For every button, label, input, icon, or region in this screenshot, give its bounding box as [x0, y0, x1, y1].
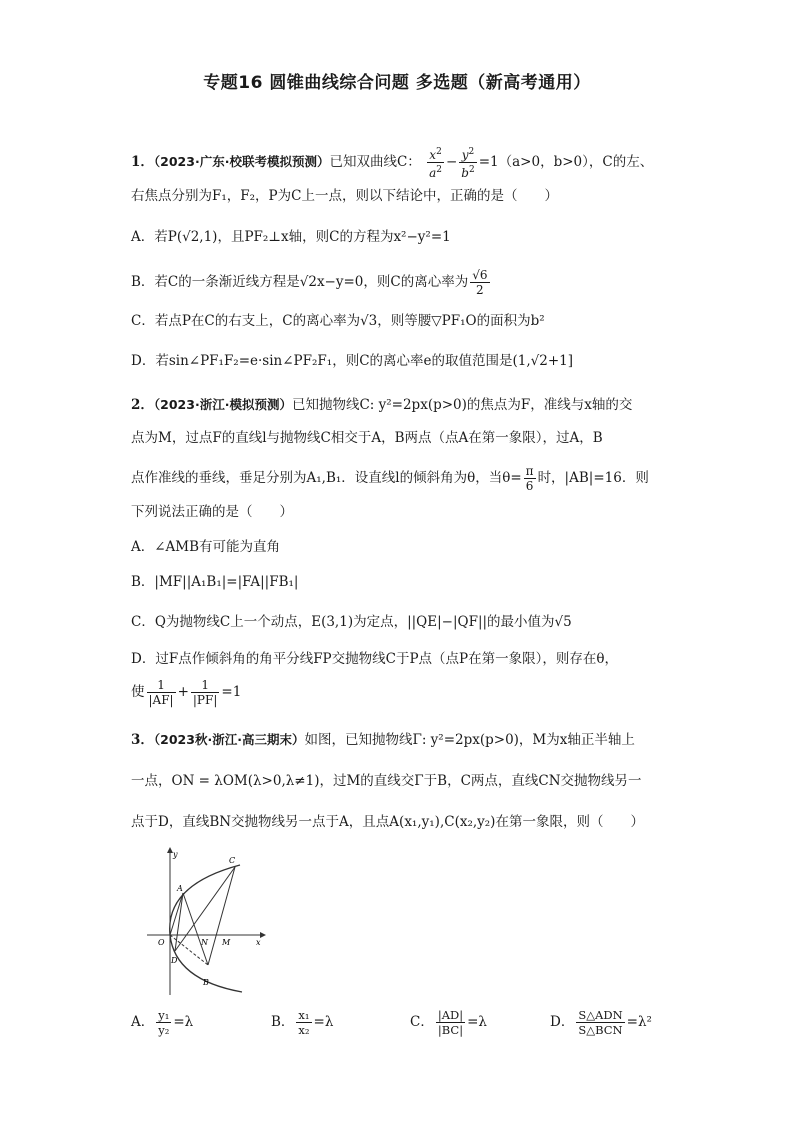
q3-b-label: B．	[271, 1014, 295, 1030]
q3-number: 3．	[131, 732, 154, 748]
q3-option-a	[131, 1008, 193, 1037]
q3-d-den: S△BCN	[578, 1023, 623, 1037]
q3-option-c	[410, 1008, 487, 1037]
q2-line-3a: 点作准线的垂线，垂足分别为A₁,B₁．设直线l的倾斜角为θ，当θ=	[131, 470, 522, 486]
q2-line-1	[131, 395, 671, 415]
q2-option-d: D．过F点作倾斜角的角平分线FP交抛物线C于P点（点P在第一象限），则存在θ，	[131, 651, 619, 667]
q3-source: （2023秋·浙江·高三期末）	[153, 732, 305, 747]
q2-d-f1-den: |AF|	[148, 693, 174, 707]
q1-option-b-text: B．若C的一条渐近线方程是√2x−y=0，则C的离心率为	[131, 274, 469, 290]
q1-b-denominator: 2	[476, 283, 484, 297]
page-title: 专题16 圆锥曲线综合问题 多选题（新高考通用）	[203, 73, 591, 93]
q2-theta-num: π	[525, 464, 534, 478]
label-x: x	[256, 938, 261, 947]
q3-d-num: S△ADN	[578, 1008, 623, 1022]
q2-option-b: B．|MF||A₁B₁|=|FA||FB₁|	[131, 574, 299, 590]
q3-d-label: D．	[550, 1014, 575, 1030]
line-ab	[183, 893, 208, 965]
q3-line-2: 一点，ON = λOM(λ>0,λ≠1)，过M的直线交Γ于B，C两点，直线CN交抛物线另一	[131, 773, 642, 789]
hyperbola-y-term: $\frac{y^2}{b^2}$	[461, 147, 475, 180]
q1-text-1: 已知双曲线C：	[329, 154, 421, 170]
q2-d-f2-den: |PF|	[192, 693, 218, 707]
q3-c-fraction	[436, 1008, 465, 1037]
line-bc	[208, 867, 235, 965]
q3-d-fraction	[576, 1008, 624, 1037]
q2-text-1: 已知抛物线C: y²=2px(p>0)的焦点为F，准线与x轴的交	[291, 397, 633, 413]
q2-d-fraction-2	[191, 678, 220, 707]
q3-a-tail: =λ	[173, 1014, 194, 1030]
hyperbola-x-term: $\frac{x^2}{a^2}$	[429, 147, 442, 180]
q3-line-3: 点于D，直线BN交抛物线另一点于A，且点A(x₁,y₁),C(x₂,y₂)在第一象限，则（ ）	[131, 814, 644, 830]
q3-text-1: 如图，已知抛物线Γ: y²=2px(p>0)，M为x轴正半轴上	[304, 732, 635, 748]
q3-line-1	[131, 730, 671, 750]
q3-d-tail: =λ²	[626, 1014, 652, 1030]
q3-b-fraction	[296, 1008, 311, 1037]
label-c: C	[229, 856, 236, 865]
q3-a-fraction	[156, 1008, 171, 1037]
q1-option-a: A．若P(√2,1)，且PF₂⊥x轴，则C的方程为x²−y²=1	[131, 229, 451, 245]
label-o: O	[158, 938, 165, 947]
q2-theta-den: 6	[525, 479, 534, 493]
q2-option-d-line-2	[131, 678, 671, 707]
q1-option-c: C．若点P在C的右支上，C的离心率为√3，则等腰▽PF₁O的面积为b²	[131, 313, 545, 329]
q3-option-d	[550, 1008, 652, 1037]
q3-b-den: x₂	[298, 1023, 310, 1037]
x-axis-arrow	[260, 932, 266, 938]
q2-d-prefix: 使	[131, 684, 145, 700]
q1-line-1: 1．（2023·广东·校联考模拟预测）已知双曲线C： $\frac{x^2}{a^2}$ − $\frac{y^2}{b^2}$ =1（a>0，b>0），C的左、	[131, 147, 654, 180]
q2-theta-fraction	[524, 464, 536, 493]
q2-d-fraction-1	[147, 678, 176, 707]
q3-option-b	[271, 1008, 333, 1037]
q3-c-label: C．	[410, 1014, 434, 1030]
q3-a-num: y₁	[158, 1008, 170, 1022]
q2-d-plus: +	[177, 684, 189, 700]
q2-source: （2023·浙江·模拟预测）	[153, 397, 292, 412]
label-m: M	[222, 938, 231, 947]
q2-option-a: A．∠AMB有可能为直角	[131, 539, 281, 555]
q3-c-num: |AD|	[437, 1008, 464, 1022]
q3-options	[131, 1008, 691, 1048]
q1-line-2: 右焦点分别为F₁，F₂，P为C上一点，则以下结论中，正确的是（ ）	[131, 188, 558, 204]
label-n: N	[201, 938, 208, 947]
q1-number: 1．	[131, 154, 154, 170]
q1-option-d: D．若sin∠PF₁F₂=e·sin∠PF₂F₁，则C的离心率e的取值范围是(1,√2+1]	[131, 353, 574, 369]
q2-d-f2-num: 1	[191, 678, 220, 693]
q1-b-numerator: √6	[472, 268, 488, 282]
q3-a-den: y₂	[158, 1023, 170, 1037]
q2-number: 2．	[131, 397, 154, 413]
q3-c-tail: =λ	[467, 1014, 487, 1030]
q3-b-tail: =λ	[313, 1014, 334, 1030]
q1-option-b	[131, 268, 671, 297]
parabola-figure	[145, 845, 270, 995]
label-a: A	[177, 884, 183, 893]
q2-line-3b: 时，|AB|=16．则	[537, 470, 649, 486]
q1-source: （2023·广东·校联考模拟预测）	[153, 154, 330, 169]
q2-line-4: 下列说法正确的是（ ）	[131, 504, 293, 520]
q3-b-num: x₁	[298, 1008, 310, 1022]
q2-line-3	[131, 464, 671, 493]
label-y: y	[173, 850, 178, 859]
q1-option-b-fraction	[470, 268, 489, 297]
label-d: D	[171, 956, 178, 965]
q2-d-suffix: =1	[221, 684, 242, 700]
q2-d-f1-num: 1	[147, 678, 176, 693]
q3-a-label: A．	[131, 1014, 155, 1030]
q1-condition: =1（a>0，b>0），C的左、	[478, 154, 654, 170]
q2-option-c: C．Q为抛物线C上一个动点，E(3,1)为定点，||QE|−|QF||的最小值为√5	[131, 614, 572, 630]
label-b: B	[203, 978, 209, 987]
q2-line-2: 点为M，过点F的直线l与抛物线C相交于A，B两点（点A在第一象限），过A，B	[131, 430, 603, 446]
q3-c-den: |BC|	[437, 1023, 464, 1037]
